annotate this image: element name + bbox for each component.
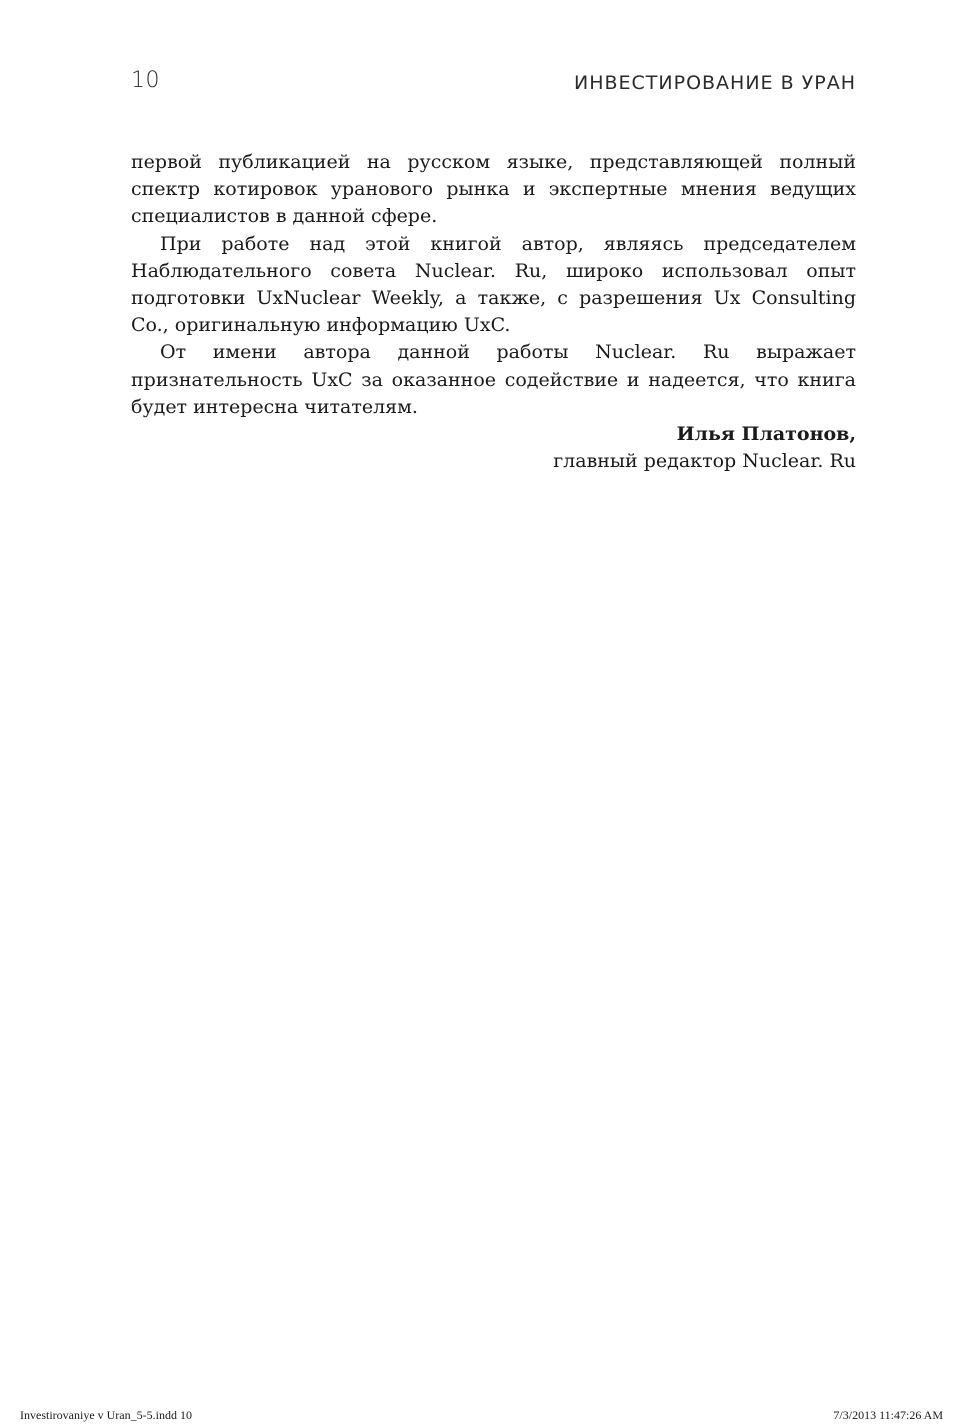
paragraph-1: первой публикацией на русском языке, представляющей полный спектр котировок уранового рынка и экспертные мнения ведущих специалистов в данной сфере. <box>131 151 856 228</box>
page-number: 10 <box>131 68 160 93</box>
paragraph-2: При работе над этой книгой автор, являясь председателем Наблюдательного совета Nuclear. Ru, широко использовал опыт подготовки UxNuclear Weekly, а также, с разрешения Ux Consulting Co., оригинальную информацию UxC. <box>131 232 856 337</box>
signature-block <box>131 421 856 475</box>
signature-title: главный редактор Nuclear. Ru <box>553 450 856 473</box>
footer-timestamp: 7/3/2013 11:47:26 AM <box>833 1408 943 1422</box>
running-header: ИНВЕСТИРОВАНИЕ В УРАН <box>573 72 856 94</box>
paragraph-3: От имени автора данной работы Nuclear. Ru выражает признательность UxC за оказанное содействие и надеется, что книга будет интересна читателям. <box>131 341 856 418</box>
body-text <box>131 149 856 475</box>
signature-name: Илья Платонов, <box>676 423 856 446</box>
footer-file-info: Investirovaniye v Uran_5-5.indd 10 <box>20 1408 192 1422</box>
